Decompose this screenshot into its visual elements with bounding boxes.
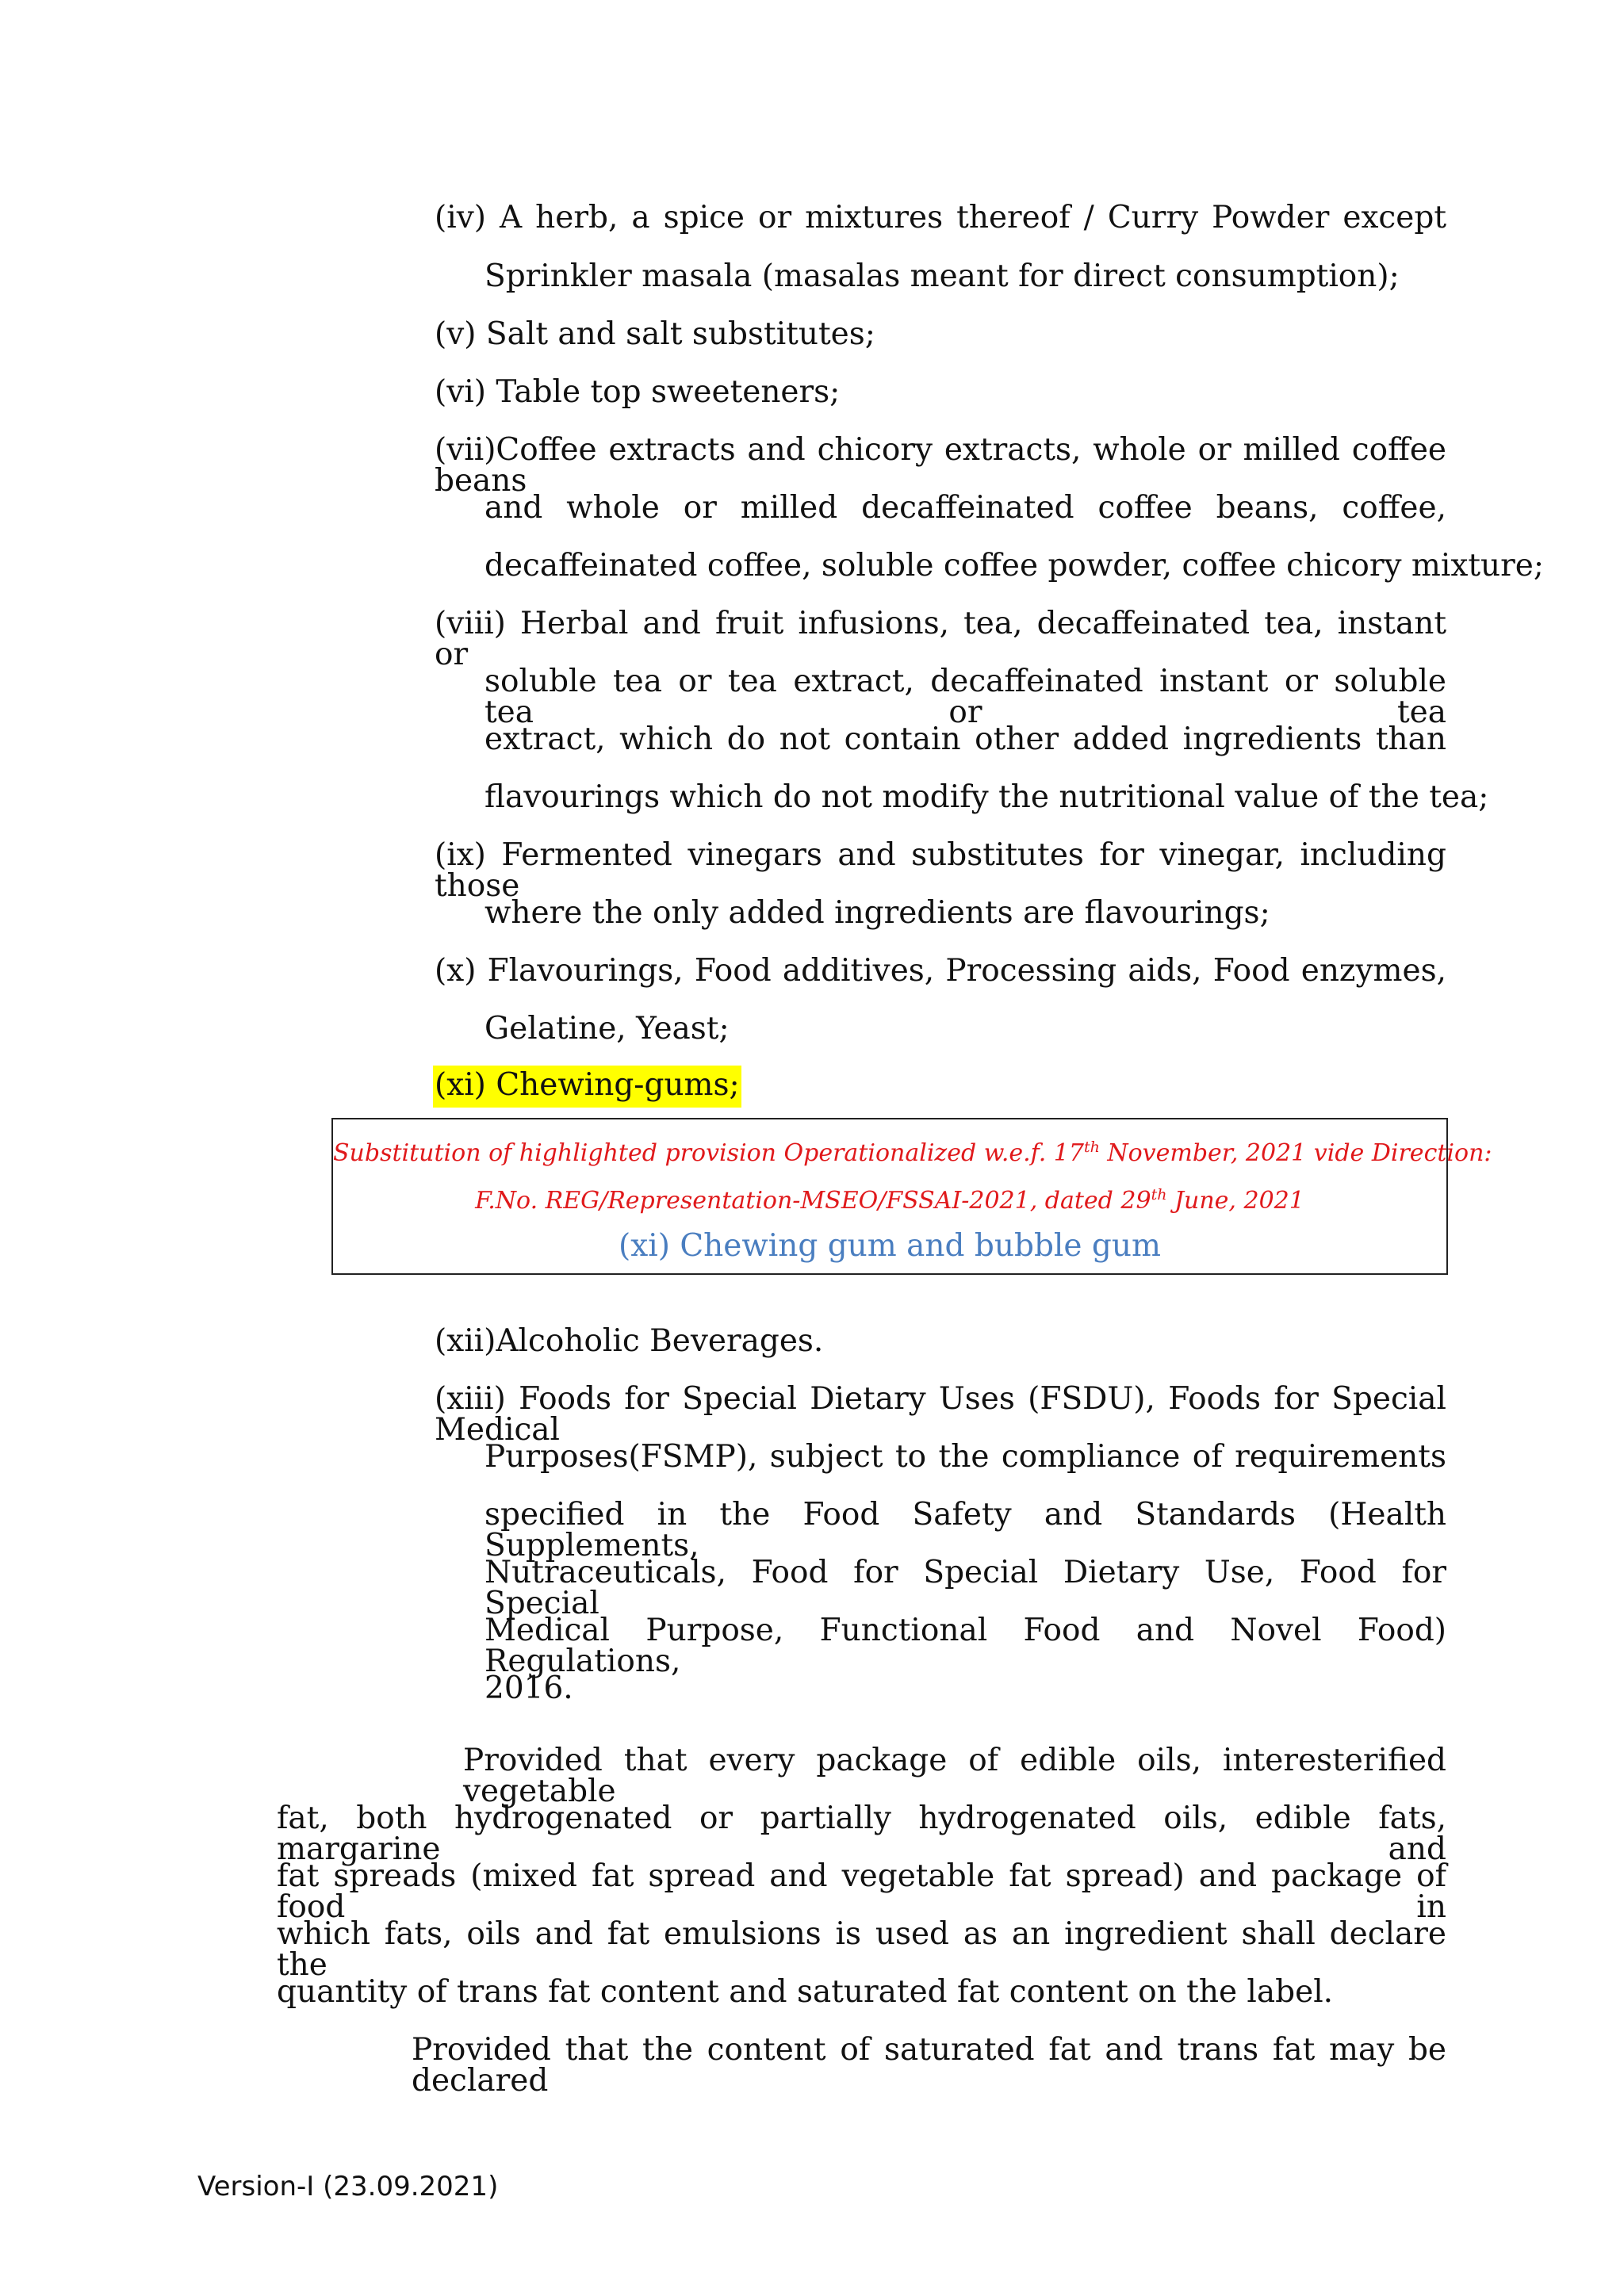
item-text: Chewing-gums;: [496, 1067, 740, 1103]
item-label: (x): [435, 953, 477, 989]
list-item-viii-cont: soluble tea or tea extract, decaffeinated instant or soluble tea or tea: [485, 664, 1446, 730]
item-text: Flavourings, Food additives, Processing aids, Food enzymes,: [487, 953, 1446, 989]
substitution-replacement-text: (xi) Chewing gum and bubble gum: [619, 1228, 1161, 1264]
item-text: Coffee extracts and chicory extracts, whole or milled coffee beans: [435, 432, 1446, 499]
proviso-paragraph-1-cont: quantity of trans fat content and saturated fat content on the label.: [277, 1974, 1334, 2010]
item-label: (vii): [435, 432, 496, 468]
list-item-x: [435, 953, 1446, 989]
note-superscript: th: [1151, 1186, 1167, 1203]
item-text: Salt and salt substitutes;: [485, 316, 875, 352]
list-item-xiii: [435, 1381, 1446, 1448]
list-item-ix-cont: where the only added ingredients are flavourings;: [485, 895, 1270, 931]
item-label: (xii): [435, 1323, 496, 1359]
substitution-notice-box: [331, 1118, 1492, 1275]
list-item-viii: [435, 608, 1446, 670]
item-label: (v): [435, 316, 477, 352]
list-item-xi-highlighted: [433, 1067, 741, 1103]
item-text: Fermented vinegars and substitutes for vinegar, including those: [435, 837, 1446, 904]
proviso-paragraph-1-cont: fat, both hydrogenated or partially hydrogenated oils, edible fats, margarine and: [277, 1800, 1446, 1867]
proviso-paragraph-1-cont: which fats, oils and fat emulsions is used as an ingredient shall declare the: [277, 1916, 1446, 1983]
list-item-vii-cont: decaffeinated coffee, soluble coffee powder, coffee chicory mixture;: [485, 548, 1544, 584]
list-item-xiii-cont: Nutraceuticals, Food for Special Dietary Use, Food for Special: [485, 1555, 1446, 1621]
note-text: November, 2021 vide Direction:: [1099, 1139, 1492, 1167]
note-text: Substitution of highlighted provision Operationalized w.e.f. 17: [333, 1139, 1084, 1167]
version-footer: Version-I (23.09.2021): [197, 2171, 499, 2202]
item-text: A herb, a spice or mixtures thereof / Curry Powder except: [499, 200, 1446, 235]
item-text: Foods for Special Dietary Uses (FSDU), Foods for Special Medical: [435, 1381, 1446, 1448]
list-item-viii-cont: extract, which do not contain other added ingredients than: [485, 721, 1446, 757]
item-label: (vi): [435, 374, 486, 410]
list-item-viii-cont: flavourings which do not modify the nutritional value of the tea;: [485, 779, 1489, 815]
item-label: (xi): [435, 1067, 486, 1103]
item-text: Herbal and fruit infusions, tea, decaffeinated tea, instant or: [435, 606, 1447, 672]
list-item-v: [435, 316, 875, 352]
list-item-xiii-cont: Purposes(FSMP), subject to the compliance of requirements: [485, 1439, 1446, 1475]
item-label: (viii): [435, 606, 506, 641]
list-item-x-cont: Gelatine, Yeast;: [485, 1011, 730, 1047]
list-item-vii-cont: and whole or milled decaffeinated coffee beans, coffee,: [485, 490, 1446, 526]
list-item-vii: [435, 432, 1446, 499]
proviso-paragraph-2: Provided that the content of saturated fat and trans fat may be declared: [412, 2032, 1446, 2099]
note-superscript: th: [1083, 1138, 1100, 1156]
item-label: (xiii): [435, 1381, 506, 1417]
item-text: Table top sweeteners;: [496, 374, 841, 410]
list-item-xii: [435, 1323, 824, 1359]
list-item-xiii-cont: 2016.: [485, 1670, 573, 1706]
list-item-xiii-cont: specified in the Food Safety and Standards (Health Supplements,: [485, 1497, 1446, 1563]
substitution-note-line1: [333, 1138, 1492, 1167]
list-item-vi: [435, 374, 841, 410]
highlighted-provision: [433, 1066, 741, 1108]
item-label: (ix): [435, 837, 486, 873]
list-item-ix: [435, 837, 1446, 904]
item-text: Alcoholic Beverages.: [496, 1323, 824, 1359]
list-item-xiii-cont: Medical Purpose, Functional Food and Novel Food) Regulations,: [485, 1613, 1446, 1679]
proviso-paragraph-1-cont: fat spreads (mixed fat spread and vegetable fat spread) and package of food in: [277, 1858, 1446, 1925]
item-label: (iv): [435, 200, 486, 235]
list-item-iv: [435, 202, 1446, 233]
note-text: June, 2021: [1166, 1187, 1304, 1215]
list-item-iv-cont: Sprinkler masala (masalas meant for direct consumption);: [485, 258, 1400, 294]
proviso-paragraph-1: Provided that every package of edible oils, interesterified vegetable: [463, 1743, 1446, 1809]
substitution-note-line2: [333, 1188, 1446, 1213]
note-text: F.No. REG/Representation-MSEO/FSSAI-2021, dated 29: [475, 1187, 1151, 1215]
